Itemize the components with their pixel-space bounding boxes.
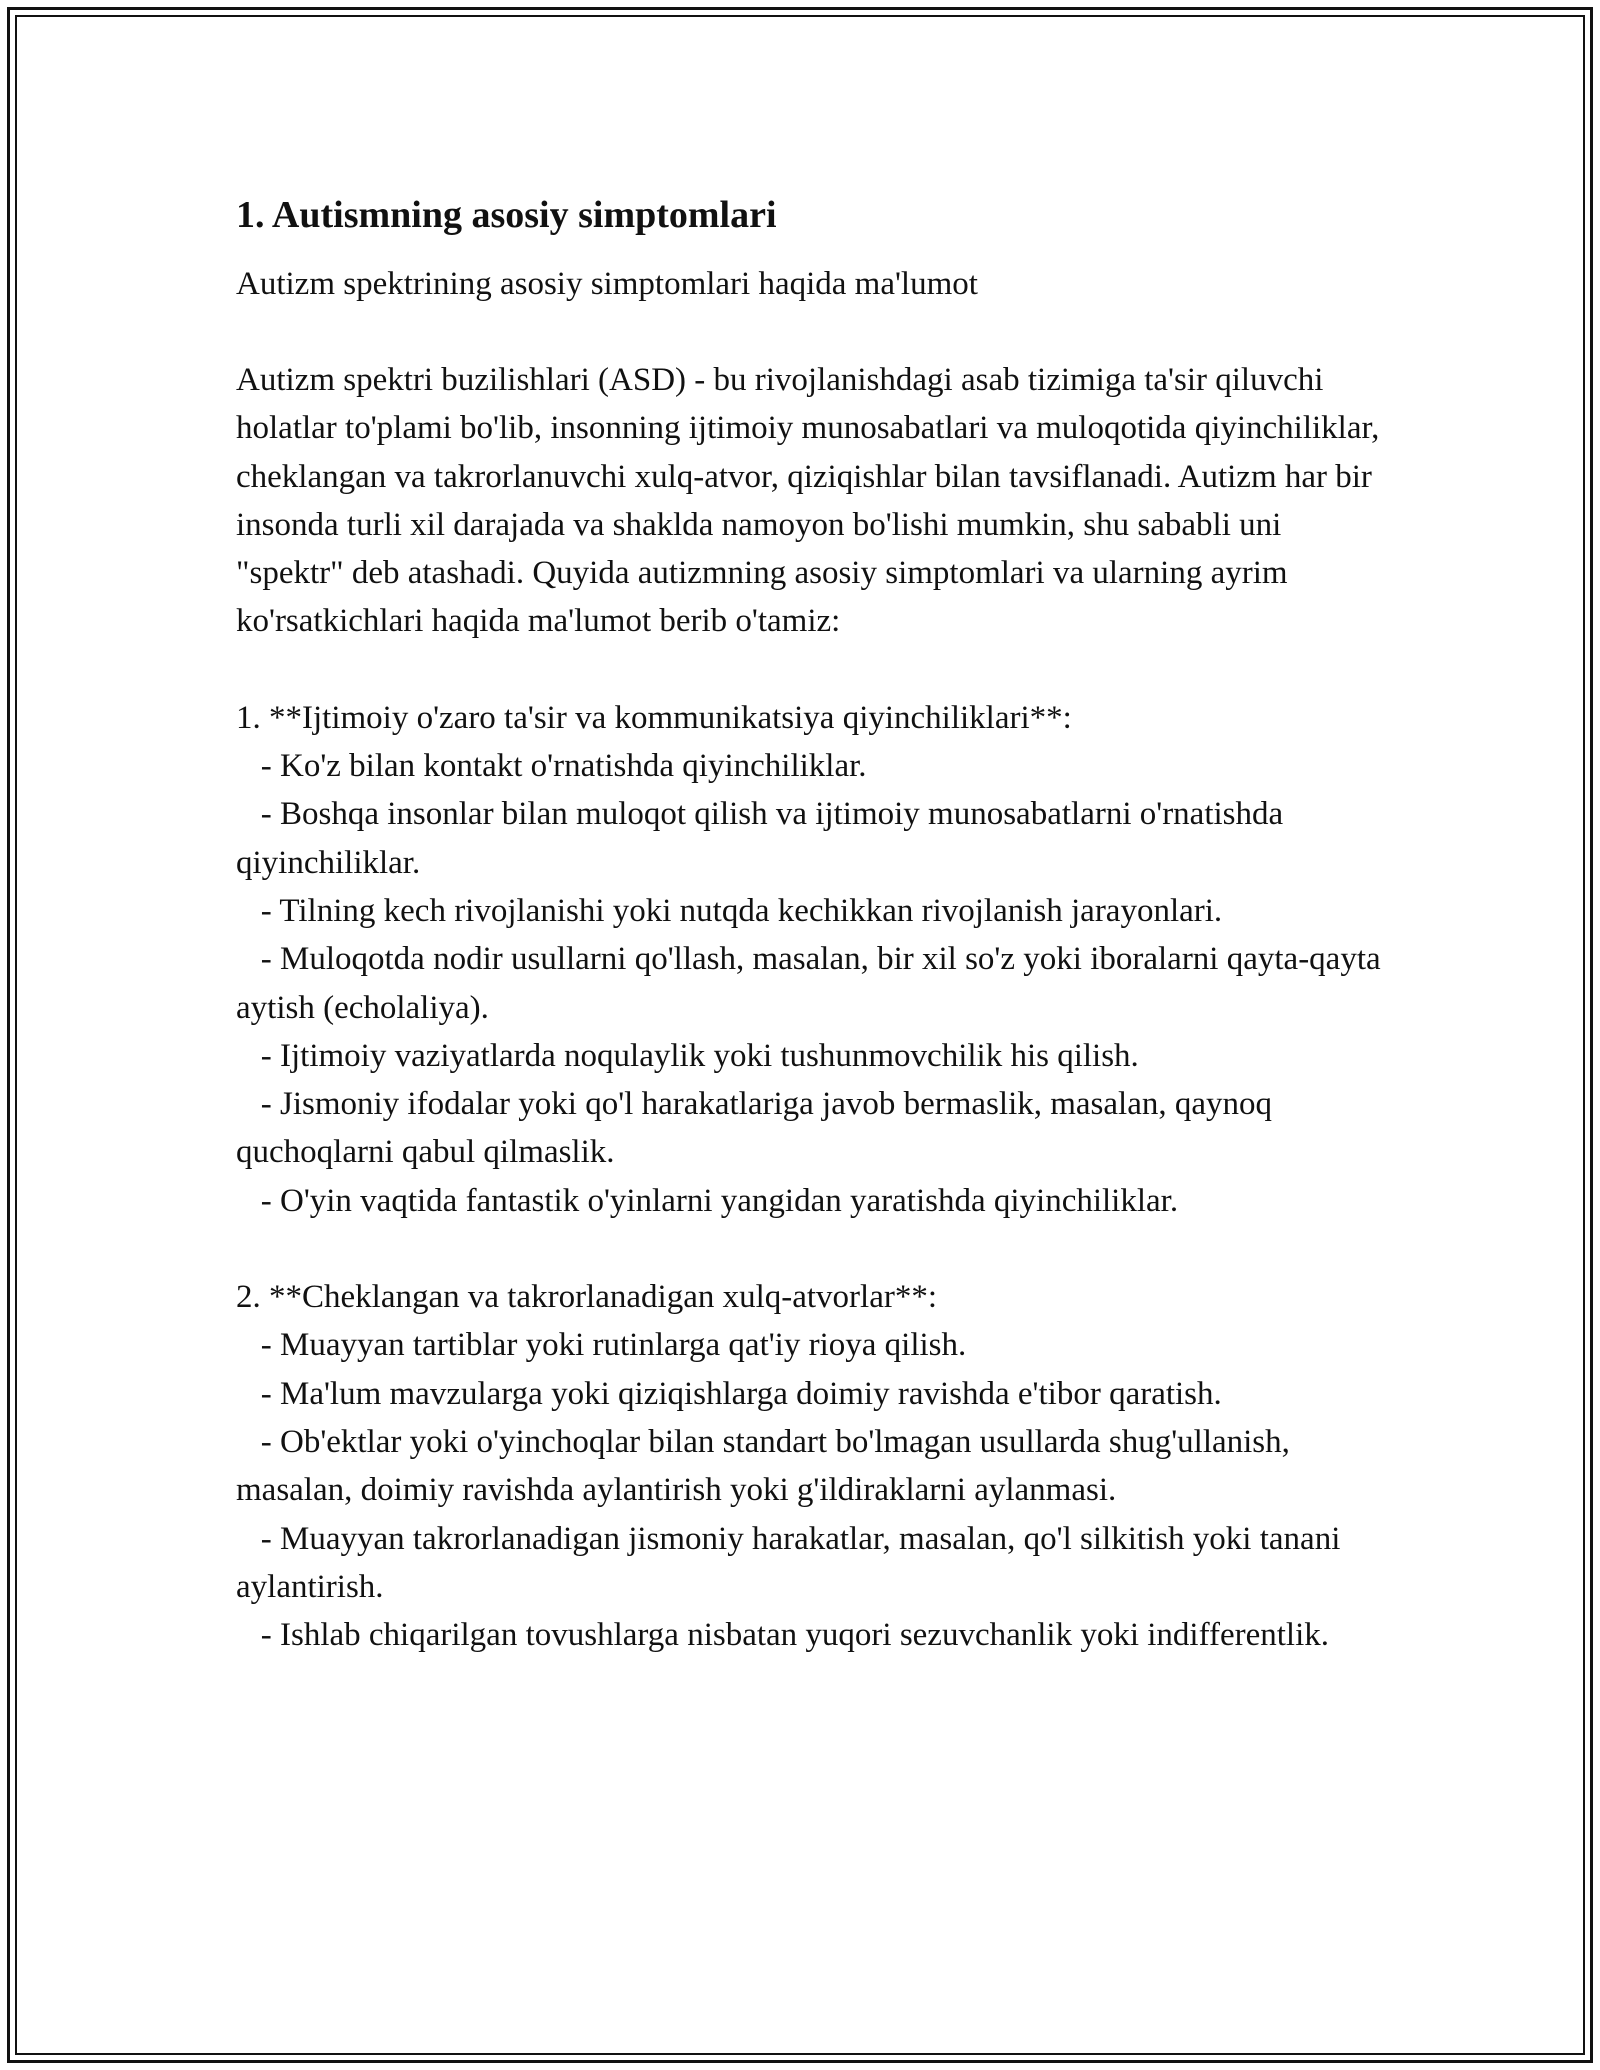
list-item: - Boshqa insonlar bilan muloqot qilish va ijtimoiy munosabatlarni o'rnatishda qiyinchiliklar.: [236, 796, 1292, 881]
list-item: - Jismoniy ifodalar yoki qo'l harakatlariga javob bermaslik, masalan, qaynoq quchoqlarni qabul qilmaslik.: [236, 1086, 1281, 1171]
section-heading: 1. **Ijtimoiy o'zaro ta'sir va kommunikatsiya qiyinchiliklari**:: [236, 699, 1072, 736]
list-item: - Ma'lum mavzularga yoki qiziqishlarga doimiy ravishda e'tibor qaratish.: [236, 1375, 1222, 1412]
list-item: - Ob'ektlar yoki o'yinchoqlar bilan standart bo'lmagan usullarda shug'ullanish, masalan, doimiy ravishda aylantirish yoki g'ildiraklarni aylanmasi.: [236, 1423, 1299, 1509]
section-heading: 2. **Cheklangan va takrorlanadigan xulq-atvorlar**:: [236, 1279, 938, 1316]
list-item: - Muloqotda nodir usullarni qo'llash, masalan, bir xil so'z yoki iboralarni qayta-qayta aytish (echolaliya).: [236, 941, 1389, 1026]
list-item: - Muayyan takrorlanadigan jismoniy harakatlar, masalan, qo'l silkitish yoki tanani aylantirish.: [236, 1520, 1349, 1605]
list-item: - O'yin vaqtida fantastik o'yinlarni yangidan yaratishda qiyinchiliklar.: [236, 1182, 1179, 1219]
list-item: - Ishlab chiqarilgan tovushlarga nisbatan yuqori sezuvchanlik yoki indifferentlik.: [236, 1617, 1330, 1654]
document-title: 1. Autismning asosiy simptomlari: [236, 194, 777, 236]
list-item: - Ijtimoiy vaziyatlarda noqulaylik yoki tushunmovchilik his qilish.: [236, 1037, 1139, 1074]
intro-paragraph: Autizm spektri buzilishlari (ASD) - bu rivojlanishdagi asab tizimiga ta'sir qiluvchi holatlar to'plami bo'lib, insonning ijtimoiy munosabatlari va muloqotida qiyinchiliklar, cheklangan va takrorlanuvchi xulq-atvor, qiziqishlar bilan tavsiflanadi. Autizm har bir insonda turli xil darajada va shaklda namoyon bo'lishi mumkin, shu sababli uni "spektr" deb atashadi. Quyida autizmning asosiy simptomlari va ularning ayrim ko'rsatkichlari haqida ma'lumot berib o'tamiz:: [236, 362, 1388, 640]
document-subtitle: Autizm spektrining asosiy simptomlari haqida ma'lumot: [236, 266, 978, 302]
section-social-communication: [236, 694, 1389, 1225]
list-item: - Ko'z bilan kontakt o'rnatishda qiyinchiliklar.: [236, 748, 867, 785]
list-item: - Tilning kech rivojlanishi yoki nutqda kechikkan rivojlanish jarayonlari.: [236, 892, 1223, 929]
list-item: - Muayyan tartiblar yoki rutinlarga qat'iy rioya qilish.: [236, 1327, 967, 1364]
section-repetitive-behaviors: [236, 1273, 1386, 1659]
document-body: [236, 180, 1389, 1659]
